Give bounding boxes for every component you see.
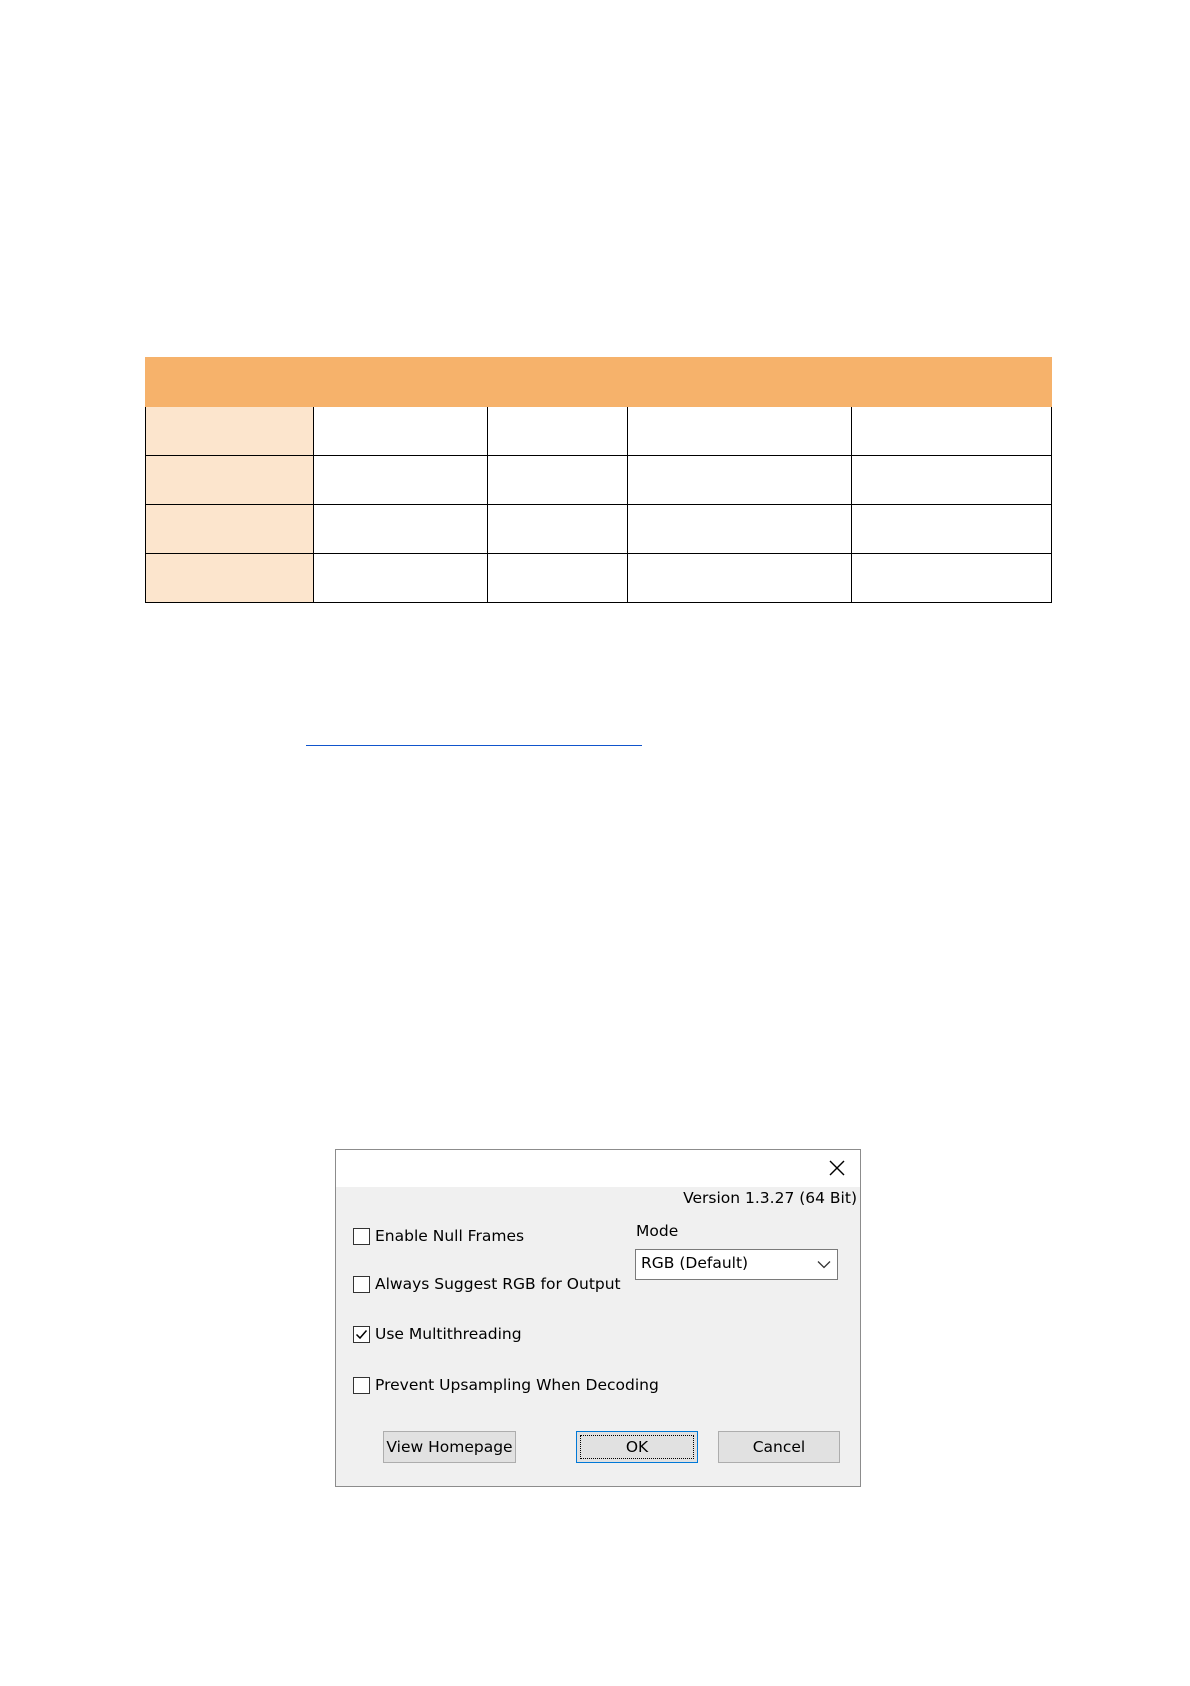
checkbox-box[interactable]	[353, 1228, 370, 1245]
use-multithreading-checkbox[interactable]	[353, 1325, 522, 1343]
table-cell	[488, 505, 628, 554]
checkmark-icon	[355, 1328, 368, 1341]
table-cell	[314, 554, 488, 603]
table-row	[146, 554, 1052, 603]
close-icon	[829, 1160, 845, 1176]
table-cell	[852, 505, 1052, 554]
checkbox-label: Use Multithreading	[375, 1325, 522, 1343]
always-suggest-rgb-checkbox[interactable]	[353, 1275, 621, 1293]
ok-button[interactable]	[576, 1431, 698, 1463]
table-cell	[852, 407, 1052, 456]
checkbox-label: Prevent Upsampling When Decoding	[375, 1376, 659, 1394]
cancel-button[interactable]: Cancel	[718, 1431, 840, 1463]
table-cell	[628, 505, 852, 554]
table-cell	[488, 554, 628, 603]
checkbox-label: Always Suggest RGB for Output	[375, 1275, 621, 1293]
version-label: Version 1.3.27 (64 Bit)	[683, 1189, 857, 1207]
mode-dropdown[interactable]	[635, 1249, 838, 1280]
checkbox-label: Enable Null Frames	[375, 1227, 525, 1245]
chevron-down-icon	[817, 1260, 831, 1269]
table-cell	[628, 407, 852, 456]
table-cell	[852, 554, 1052, 603]
table-cell	[314, 456, 488, 505]
mode-label: Mode	[636, 1222, 679, 1240]
header-cell	[146, 358, 314, 407]
settings-dialog	[335, 1149, 861, 1487]
table-header-row	[146, 358, 1052, 407]
table-cell	[314, 407, 488, 456]
header-cell	[488, 358, 628, 407]
ok-button-label: OK	[625, 1438, 649, 1456]
checkbox-box[interactable]	[353, 1276, 370, 1293]
header-cell	[628, 358, 852, 407]
close-button[interactable]	[822, 1154, 852, 1182]
table-cell	[628, 456, 852, 505]
mode-selected-value: RGB (Default)	[641, 1254, 749, 1272]
hyperlink-underline[interactable]	[306, 745, 642, 746]
checkbox-box[interactable]	[353, 1326, 370, 1343]
row-header-cell	[146, 554, 314, 603]
header-cell	[314, 358, 488, 407]
table-row	[146, 407, 1052, 456]
row-header-cell	[146, 456, 314, 505]
row-header-cell	[146, 407, 314, 456]
enable-null-frames-checkbox[interactable]	[353, 1227, 524, 1245]
checkbox-box[interactable]	[353, 1377, 370, 1394]
table-cell	[488, 456, 628, 505]
focus-rectangle	[580, 1435, 694, 1459]
data-table	[145, 357, 1052, 603]
dialog-titlebar	[336, 1150, 860, 1187]
table-cell	[314, 505, 488, 554]
table-cell	[852, 456, 1052, 505]
header-cell	[852, 358, 1052, 407]
table-row	[146, 456, 1052, 505]
table-cell	[488, 407, 628, 456]
row-header-cell	[146, 505, 314, 554]
prevent-upsampling-checkbox[interactable]	[353, 1376, 659, 1394]
view-homepage-button[interactable]: View Homepage	[383, 1431, 516, 1463]
table-cell	[628, 554, 852, 603]
table-row	[146, 505, 1052, 554]
